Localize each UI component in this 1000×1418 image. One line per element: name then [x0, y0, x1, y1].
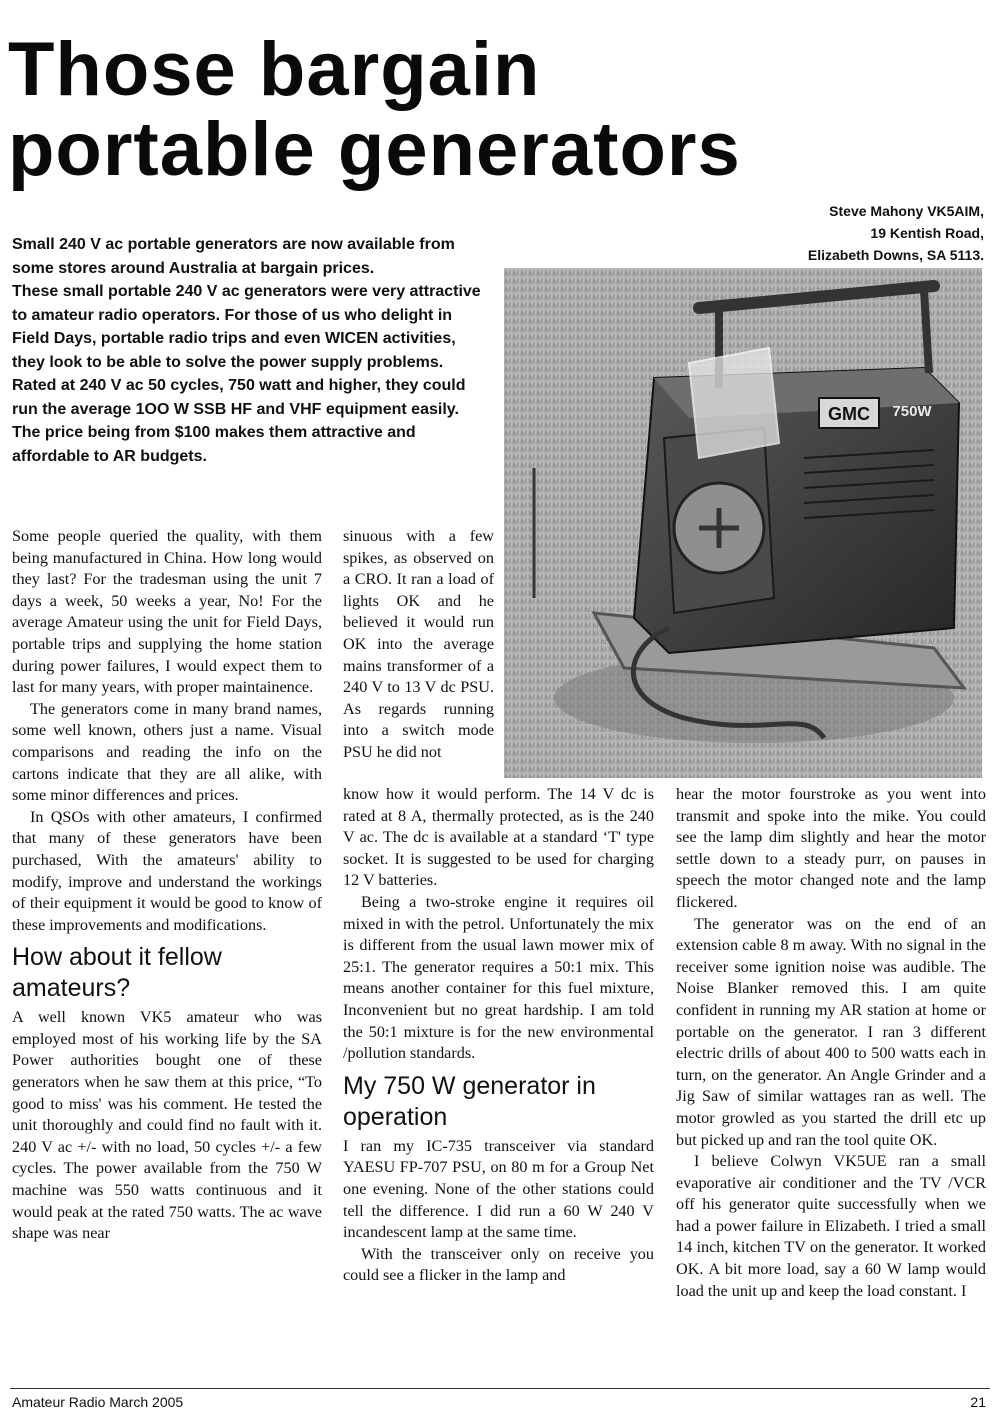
col1-paragraph-1: Some people queried the quality, with them being manufactured in China. How long would they last? For the tradesman using the unit 7 days a week, 50 weeks a year, No! For the average Amateur using the unit for Field Days, portable trips and supplying the home station during power failures, I would expect them to last for many years, with proper maintainence.	[12, 527, 322, 697]
section-heading-750w-operation: My 750 W generator in operation	[343, 1071, 596, 1131]
author-name: Steve Mahony VK5AIM,	[829, 203, 984, 219]
column-2-upper	[343, 526, 494, 764]
section-heading-fellow-amateurs: How about it fellow amateurs?	[12, 943, 222, 1003]
intro-paragraph-2: These small portable 240 V ac generators were very attractive to amateur radio operators. For those of us who delight in Field Days, portable radio trips and even WICEN activities, they look to be able to solve the power supply problems. Rated at 240 V ac 50 cycles, 750 watt and higher, they could run the average 1OO W SSB HF and VHF equipment easily. The price being from $100 makes them attractive and affordable to AR budgets.	[12, 283, 481, 465]
column-2-lower	[343, 784, 654, 1287]
author-block	[684, 200, 984, 266]
generator-photo	[504, 268, 982, 778]
col2-paragraph-1a: sinuous with a few spikes, as observed on a CRO. It ran a load of lights OK and he believed it would run OK into the average mains transformer of a 240 V to 13 V dc PSU. As regards running into a switch mode PSU he did not	[343, 527, 494, 761]
generator-illustration	[504, 268, 982, 778]
col1-paragraph-3: In QSOs with other amateurs, I confirmed that many of these generators have been purchased, With the amateurs' ability to modify, improve and understand the workings of their equipment it would be good to know of these improvements and modifications.	[12, 807, 322, 934]
title-line-1: Those bargain	[8, 27, 541, 112]
author-town: Elizabeth Downs, SA 5113.	[807, 247, 984, 263]
col1-paragraph-4: A well known VK5 amateur who was employed most of his working life by the SA Power authorities bought one of these generators when he saw them at this price, “To good to miss' was his comment. He tested the unit thoroughly and could find no fault with it. 240 V ac +/- with no load, 50 cycles +/- a few cycles. The power available from the 750 W machine was 550 watts continuous and it would peak at the rated 750 watts. The ac wave shape was near	[12, 1008, 322, 1243]
col2-paragraph-3: I ran my IC-735 transceiver via standard YAESU FP-707 PSU, on 80 m for a Group Net one evening. None of the other stations could tell the difference. I did run a 60 W 240 V incandescent lamp at the same time.	[343, 1136, 654, 1242]
brand-label: GMC	[828, 404, 870, 424]
footer-publication: Amateur Radio March 2005	[12, 1394, 184, 1410]
article-title	[8, 27, 788, 192]
author-street: 19 Kentish Road,	[870, 225, 984, 241]
col2-paragraph-2: Being a two-stroke engine it requires oil mixed in with the petrol. Unfortunately the mix is different from the usual lawn mower mix of 25:1. The generator requires a 50:1 mix. This means another container for this fuel mixture, Inconvenient but no great hardship. I am told the 50:1 mixture is for the new environmental /pollution standards.	[343, 892, 654, 1063]
col2-paragraph-1b: know how it would perform. The 14 V dc is rated at 8 A, thermally protected, as is the 240 V ac. The dc is available at a standard ‘T' type socket. It is suggested to be used for charging 12 V batteries.	[343, 785, 654, 890]
col1-paragraph-2: The generators come in many brand names, some well known, others just a name. Visual comparisons and reading the info on the cartons indicate that they are all alike, with some minor differences and prices.	[12, 699, 322, 805]
intro-standfirst	[12, 233, 482, 468]
column-3	[676, 784, 986, 1302]
col3-paragraph-3: I believe Colwyn VK5UE ran a small evaporative air conditioner and the TV /VCR off his generator quite successfully when we had a power failure in Elizabeth. I tried a small 14 inch, kitchen TV on the generator. It worked OK. A bit more load, say a 60 W lamp would load the unit up and keep the load constant. I	[676, 1152, 986, 1300]
footer-rule	[10, 1388, 990, 1389]
col2-paragraph-4: With the transceiver only on receive you could see a flicker in the lamp and	[343, 1244, 654, 1285]
column-1	[12, 526, 322, 1245]
title-line-2: portable generators	[8, 107, 741, 192]
col3-paragraph-1: hear the motor fourstroke as you went into transmit and spoke into the mike. You could see the lamp dim slightly and hear the motor settle down to a steady purr, on pauses in speech the motor changed note and the lamp flickered.	[676, 785, 986, 911]
intro-paragraph-1: Small 240 V ac portable generators are now available from some stores around Australia at bargain prices.	[12, 236, 455, 277]
page-number: 21	[970, 1394, 986, 1410]
rating-label: 750W	[892, 403, 932, 420]
col3-paragraph-2: The generator was on the end of an extension cable 8 m away. With no signal in the receiver some ignition noise was audible. The Noise Blanker removed this. I am quite confident in running my AR station at home or portable on the generator. I ran 3 different electric drills of about 400 to 500 watts each in turn, on the generator. An Angle Grinder and a Jig Saw of similar wattages ran as well. The motor growled as you started the drill etc up but picked up and ran the tool quite OK.	[676, 914, 986, 1149]
